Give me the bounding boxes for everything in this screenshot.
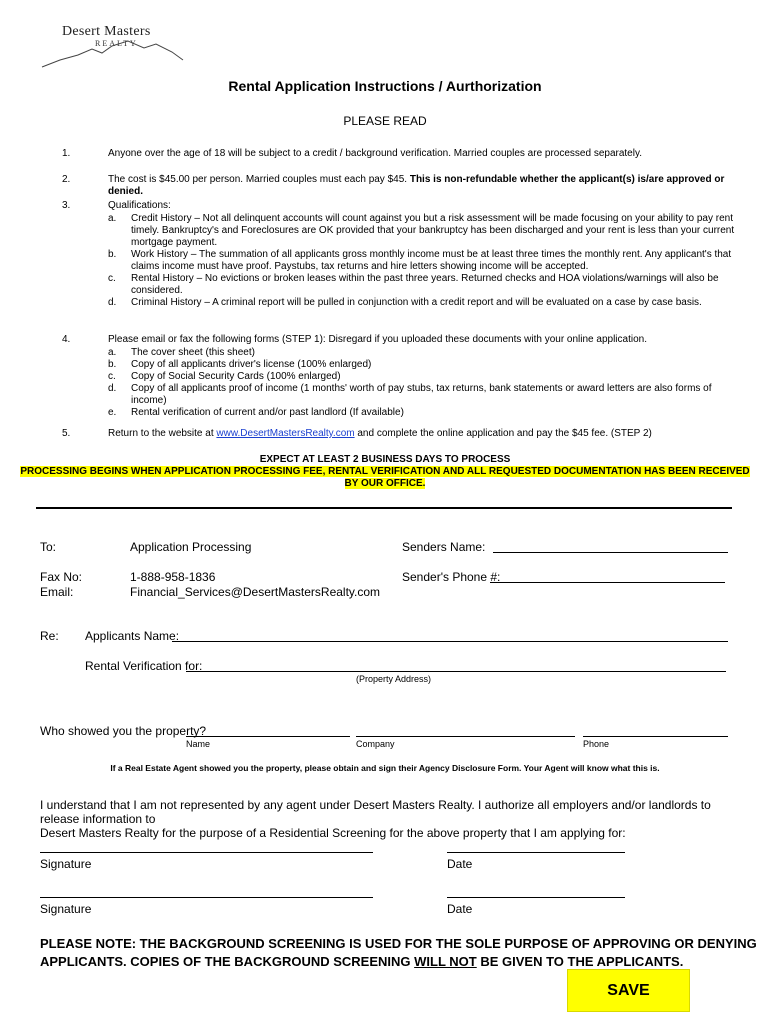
please-read-heading: PLEASE READ [343,114,427,128]
senders-name-label: Senders Name: [402,540,486,554]
list-marker: a. [108,213,117,224]
list-item-text: Rental History – No evictions or broken leases within the past three years. Returned checks and HOA violations/warnings will also be considered. [131,273,719,296]
list-item [108,383,746,407]
fax-label: Fax No: [40,570,83,584]
logo-text-primary: Desert Masters [62,24,151,39]
rental-verification-label: Rental Verification for: [85,659,203,673]
mountain-icon [40,22,185,70]
screening-note-text: APPLICANTS. COPIES OF THE BACKGROUND SCREENING [40,954,415,969]
date-label: Date [447,902,473,916]
list-marker: b. [108,359,117,370]
signature-field[interactable] [40,897,373,898]
item-number: 1. [62,148,71,159]
item-number: 4. [62,334,71,345]
senders-name-field[interactable] [493,552,728,553]
item-number: 3. [62,200,71,211]
property-address-caption: (Property Address) [356,674,432,684]
to-label: To: [40,540,57,554]
date-label: Date [447,857,473,871]
item-number: 2. [62,174,71,185]
website-link[interactable]: www.DesertMastersRealty.com [216,428,355,439]
authorization-text [40,798,740,840]
list-item-text: Credit History – Not all delinquent accounts will count against you but a risk assessment will be made focusing on your ability to pay rent timely. Bankruptcy's and Foreclosures are OK provided that your bankruptcy has been discharged and your rent is less than your current mortgage payment. [131,213,735,248]
signature-label: Signature [40,902,92,916]
processing-notice-line: PROCESSING BEGINS WHEN APPLICATION PROCESSING FEE, RENTAL VERIFICATION AND ALL REQUESTED DOCUMENTATION HAS BEEN RECEIVED [20,466,750,477]
list-item-text: Copy of Social Security Cards (100% enlarged) [131,371,341,382]
list-item-text: Copy of all applicants driver's license (100% enlarged) [131,359,372,370]
applicants-name-label: Applicants Name: [85,629,180,643]
save-button[interactable]: SAVE [567,969,690,1012]
agent-phone-field[interactable] [583,736,728,737]
list-item [108,297,746,309]
list-item-text: Rental verification of current and/or past landlord (If available) [131,407,404,418]
authorization-line: Desert Masters Realty for the purpose of a Residential Screening for the above property that I am applying for: [40,826,626,840]
item-text: Qualifications: [108,200,171,211]
screening-note-text: BE GIVEN TO THE APPLICANTS. [476,954,684,969]
list-marker: e. [108,407,117,418]
list-item [108,249,746,273]
company-logo [40,22,185,70]
list-item [108,347,746,359]
item-text: Anyone over the age of 18 will be subject to a credit / background verification. Married couples are processed separately. [108,148,642,159]
screening-note-line: PLEASE NOTE: THE BACKGROUND SCREENING IS USED FOR THE SOLE PURPOSE OF APPROVING OR DENYING [40,936,757,951]
list-marker: c. [108,371,116,382]
name-caption: Name [186,739,211,749]
item-text [108,174,758,198]
list-marker: d. [108,297,117,308]
agent-company-field[interactable] [356,736,575,737]
agent-name-field[interactable] [186,736,350,737]
processing-notice [0,466,770,490]
item-text: Please email or fax the following forms (STEP 1): Disregard if you uploaded these documents with your online application. [108,334,647,345]
fax-value: 1-888-958-1836 [130,570,216,584]
logo-text-secondary: REALTY [95,39,138,48]
item-text-regular: The cost is $45.00 per person. Married couples must each pay $45. [108,174,408,185]
item-number: 5. [62,428,71,439]
to-value: Application Processing [130,540,252,554]
list-item [108,213,746,249]
email-value: Financial_Services@DesertMastersRealty.com [130,585,381,599]
phone-caption: Phone [583,739,610,749]
list-item-text: Copy of all applicants proof of income (1 months' worth of pay stubs, tax returns, bank statements or award letters are also forms of income) [131,383,712,406]
item-text-regular: and complete the online application and pay the $45 fee. (STEP 2) [354,428,652,439]
section-divider [36,507,732,509]
applicants-name-field[interactable] [172,641,728,642]
signature-field[interactable] [40,852,373,853]
expect-notice: EXPECT AT LEAST 2 BUSINESS DAYS TO PROCESS [259,454,511,465]
authorization-line: I understand that I am not represented by any agent under Desert Masters Realty. I authorize all employers and/or landlords to release information to [40,798,711,826]
who-showed-label: Who showed you the property? [40,724,207,738]
list-marker: d. [108,383,117,394]
re-label: Re: [40,629,59,643]
page-title: Rental Application Instructions / Aurthorization [228,78,542,94]
list-item [108,371,746,383]
qualifications-list [108,213,746,309]
list-item [108,407,746,419]
processing-notice-line: BY OUR OFFICE. [344,478,426,489]
list-marker: c. [108,273,116,284]
item-text-regular: Return to the website at [108,428,217,439]
senders-phone-label: Sender's Phone #: [402,570,501,584]
list-item-text: Work History – The summation of all applicants gross monthly income must be at least three times the monthly rent. Any applicant's that claims income must have proof. Paystubs, tax returns and hire letters showing income will be accepted. [131,249,732,272]
list-item [108,273,746,297]
screening-note [40,935,760,971]
list-marker: b. [108,249,117,260]
agent-disclosure-note: If a Real Estate Agent showed you the property, please obtain and sign their Agency Disclosure Form. Your Agent will know what this is. [110,763,660,773]
item-text [108,428,758,440]
list-item [108,359,746,371]
forms-list [108,347,746,419]
company-caption: Company [356,739,395,749]
signature-label: Signature [40,857,92,871]
list-marker: a. [108,347,117,358]
item-text-bold: This is non-refundable whether the applicant(s) is/are approved or denied. [108,174,725,197]
list-item-text: Criminal History – A criminal report will be pulled in conjunction with a credit report and will be evaluated on a case by case basis. [131,297,702,308]
email-label: Email: [40,585,74,599]
date-field[interactable] [447,852,625,853]
property-address-field[interactable] [186,671,726,672]
list-item-text: The cover sheet (this sheet) [131,347,255,358]
will-not-emphasis: WILL NOT [414,954,477,969]
senders-phone-field[interactable] [490,582,725,583]
date-field[interactable] [447,897,625,898]
